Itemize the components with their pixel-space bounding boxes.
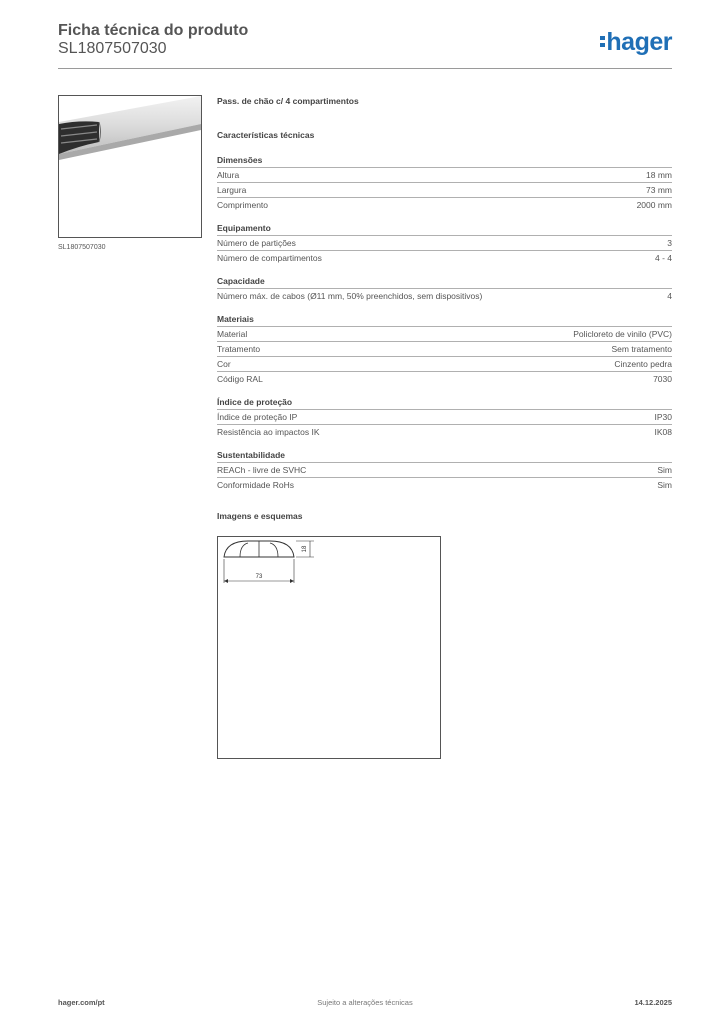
spec-row	[217, 462, 672, 477]
footer-date: 14.12.2025	[634, 998, 672, 1007]
spec-value: Cinzento pedra	[614, 359, 672, 369]
section-title: Materiais	[217, 314, 254, 324]
section-title: Sustentabilidade	[217, 450, 286, 460]
spec-row	[217, 197, 672, 212]
footer-disclaimer: Sujeito a alterações técnicas	[317, 998, 413, 1007]
spec-row	[217, 424, 672, 439]
product-code: SL1807507030	[58, 40, 167, 57]
spec-value: IK08	[654, 427, 672, 437]
spec-row	[217, 477, 672, 492]
section-sustainability	[217, 450, 672, 492]
spec-label: Número máx. de cabos (Ø11 mm, 50% preenchidos, sem dispositivos)	[217, 291, 483, 301]
product-image	[58, 95, 202, 238]
spec-value: 4	[667, 291, 672, 301]
spec-row	[217, 288, 672, 303]
section-protection	[217, 397, 672, 439]
spec-value: 7030	[653, 374, 672, 384]
spec-value: 3	[667, 238, 672, 248]
spec-label: Conformidade RoHs	[217, 480, 295, 490]
hager-logo	[600, 28, 672, 58]
spec-value: 2000 mm	[636, 200, 672, 210]
spec-row	[217, 167, 672, 182]
page-header	[58, 20, 672, 70]
section-capacity	[217, 276, 672, 303]
spec-label: Material	[217, 329, 248, 339]
logo-colon-icon	[600, 27, 606, 56]
product-image-caption: SL1807507030	[58, 244, 106, 251]
spec-row	[217, 326, 672, 341]
spec-label: REACh - livre de SVHC	[217, 465, 307, 475]
spec-label: Comprimento	[217, 200, 269, 210]
spec-label: Número de compartimentos	[217, 253, 322, 263]
spec-row	[217, 235, 672, 250]
spec-label: Índice de proteção IP	[217, 412, 298, 422]
spec-label: Altura	[217, 170, 240, 180]
dimension-diagram	[217, 536, 441, 759]
technical-characteristics-heading: Características técnicas	[217, 130, 315, 140]
spec-row	[217, 182, 672, 197]
spec-value: Sim	[657, 480, 672, 490]
spec-value: Sim	[657, 465, 672, 475]
images-heading: Imagens e esquemas	[217, 511, 303, 521]
spec-value: 73 mm	[646, 185, 672, 195]
section-dimensions	[217, 155, 672, 212]
section-title: Dimensões	[217, 155, 263, 165]
spec-value: Policloreto de vinilo (PVC)	[573, 329, 672, 339]
spec-label: Largura	[217, 185, 247, 195]
section-materials	[217, 314, 672, 386]
spec-value: IP30	[654, 412, 672, 422]
product-specs	[217, 96, 672, 523]
spec-label: Resistência ao impactos IK	[217, 427, 320, 437]
spec-value: Sem tratamento	[611, 344, 672, 354]
spec-row	[217, 409, 672, 424]
logo-text: hager	[606, 28, 672, 56]
footer-website: hager.com/pt	[58, 998, 105, 1007]
section-title: Capacidade	[217, 276, 265, 286]
spec-label: Código RAL	[217, 374, 263, 384]
dimension-height-label: 18	[302, 545, 308, 553]
spec-label: Tratamento	[217, 344, 261, 354]
spec-row	[217, 356, 672, 371]
document-title: Ficha técnica do produto	[58, 22, 249, 39]
dimension-width-label: 73	[255, 574, 263, 580]
spec-label: Cor	[217, 359, 231, 369]
spec-label: Número de partições	[217, 238, 296, 248]
spec-value: 4 - 4	[654, 253, 672, 263]
product-name: Pass. de chão c/ 4 compartimentos	[217, 96, 359, 106]
spec-row	[217, 250, 672, 265]
section-title: Equipamento	[217, 223, 271, 233]
spec-row	[217, 341, 672, 356]
header-divider	[58, 68, 672, 69]
section-title: Índice de proteção	[217, 397, 293, 407]
section-equipment	[217, 223, 672, 265]
spec-value: 18 mm	[646, 170, 672, 180]
spec-row	[217, 371, 672, 386]
